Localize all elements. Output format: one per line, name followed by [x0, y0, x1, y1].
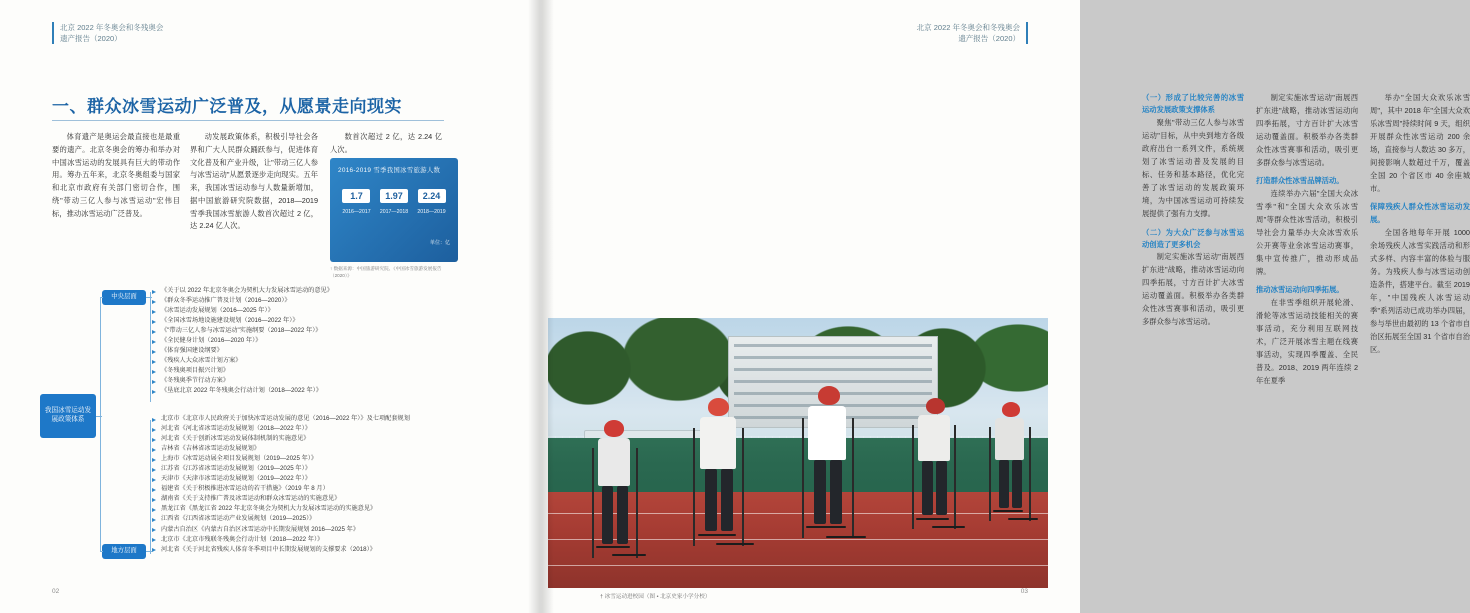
list-item: 黑龙江省《黑龙江省 2022 年北京冬奥会为契机大力发展冰雪运动的实施意见》: [152, 504, 410, 514]
stat-source-note: ↑ 数据来源：中国旅游研究院、《中国冰雪旅游发展报告（2020）》: [330, 266, 442, 278]
diagram-connector: [100, 297, 103, 298]
diagram-branch-central: 中央层面: [102, 290, 146, 305]
list-item: 《冰雪运动发展规划（2016—2025 年）》: [152, 306, 333, 316]
list-item: 《"带动三亿人参与冰雪运动"实施纲要（2018—2022 年）》: [152, 326, 333, 336]
header-line-2: 遗产报告（2020）: [958, 34, 1020, 44]
header-accent-bar: [1026, 22, 1028, 44]
page-number-right: 03: [1020, 588, 1028, 595]
list-item: 《体育强国建设纲要》: [152, 346, 333, 356]
list-item: 北京市《北京市残联冬残奥会行动计划（2018—2022 年）》: [152, 535, 410, 545]
page-header-right: [917, 22, 1028, 45]
right-column-2: [1256, 92, 1358, 388]
list-item: 吉林省《吉林省冰雪运动发展规划》: [152, 444, 410, 454]
stat-box-rows: [338, 186, 450, 215]
paragraph: 体育遗产是奥运会最直接也是最重要的遗产。北京冬奥会的筹办和举办对中国冰雪运动的发展具有巨大的带动作用。筹办五年来，北京冬奥组委与国家和北京市政府有关部门密切合作，围绕"带动三亿人参与冰雪运动"宏伟目标，推动冰雪运动广泛普及。: [52, 132, 180, 218]
list-item: 《冬残奥项目振兴计划》: [152, 366, 333, 376]
header-line-1: 北京 2022 年冬奥会和冬残奥会: [916, 23, 1020, 32]
diagram-branch-local: 地方层面: [102, 544, 146, 559]
photo-person-skier: [796, 386, 864, 552]
list-item: 天津市《天津市冰雪运动发展规划（2019—2022 年）》: [152, 474, 410, 484]
title-divider: [52, 120, 444, 121]
paragraph: 举办"全国大众欢乐冰雪周"，其中 2018 年"全国大众欢乐冰雪周"持续时间 9 天，组织开展群众性冰雪运动 200 余场，直接参与人数达 30 多万，间接影响人数超过千万，覆盖全国 20 个省区市 40 余座城市。: [1370, 93, 1470, 193]
stat-unit: 单位：亿: [429, 240, 450, 246]
stat-box-title: 2016-2019 雪季我国冰雪旅游人数: [338, 167, 441, 174]
page-title: 一、群众冰雪运动广泛普及，从愿景走向现实: [52, 97, 402, 116]
right-column-3: [1370, 92, 1470, 357]
paragraph: 动发展政策体系，积极引导社会各界和广大人民群众踊跃参与，促进体育文化普及和产业升级，让"带动三亿人参与冰雪运动"从愿景逐步走向现实。五年来，我国冰雪运动参与人数量新增加，据中国旅游研究院数据，2018—2019 雪季我国冰雪旅游人数首次超过 2 亿，达 2.24 亿人次。: [190, 132, 318, 231]
diagram-connector: [100, 416, 101, 552]
stat-value: 1.97: [380, 189, 408, 203]
body-column-1: [52, 131, 180, 220]
diagram-connector: [100, 297, 101, 417]
header-line-2: 遗产报告（2020）: [60, 34, 122, 44]
list-item: 《群众冬季运动推广普及计划（2016—2020）》: [152, 296, 333, 306]
body-column-3: [330, 131, 442, 157]
photo-person-skier: [908, 398, 966, 544]
paragraph: 制定实施冰雪运动"南展西扩东进"战略，推动冰雪运动向四季拓展，寸方百计扩大冰雪运动覆盖面。积极举办各类群众性冰雪赛事和活动，吸引更多群众参与冰雪运动。: [1256, 93, 1358, 167]
list-item: 江西省《江西省冰雪运动产业发展规划（2019—2025）》: [152, 514, 410, 524]
list-item: 河北省《河北省冰雪运动发展规划（2018—2022 年）》: [152, 424, 410, 434]
list-item: 《关于以 2022 年北京冬奥会为契机大力发展冰雪运动的意见》: [152, 286, 333, 296]
highlight-lead: 打造群众性冰雪品牌活动。: [1256, 175, 1344, 185]
stat-label: 2016—2017: [342, 209, 371, 215]
diagram-connector: [150, 420, 151, 554]
list-item: 《冬残奥季节行动方案》: [152, 376, 333, 386]
photo-person-skier: [986, 402, 1038, 534]
list-item: 福建省《关于积极推进冰雪运动的若干措施》（2019 年 8 月）: [152, 484, 410, 494]
stat-item: [376, 186, 413, 215]
list-item: 内蒙古自治区《内蒙古自治区冰雪运动中长期发展规划 2016—2025 年》: [152, 525, 410, 535]
stat-item: [413, 186, 450, 215]
diagram-connector: [100, 551, 103, 552]
paragraph: 聚焦"带动三亿人参与冰雪运动"目标，从中央到地方各级政府出台一系列文件，系统规划了冰雪运动普及发展的目标、任务和基本路径，优化完善了冰雪运动的发展政策环境，为中国冰雪运动可持续发展提供了强有力支撑。: [1142, 117, 1244, 218]
list-item: 北京市《北京市人民政府关于加快冰雪运动发展的意见（2016—2022 年）》及七项配套规划: [152, 414, 410, 424]
page-number-left: 02: [52, 588, 60, 595]
paragraph: 全国各地每年开展 1000 余场残疾人冰雪实践活动和形式多样、内容丰富的体验与服务。为残疾人参与冰雪运动创造条件，搭建平台。截至 2019 年，"中国残疾人冰雪运动季"系列活动已成功举办四届，参与举世由最初的 13 个省市自治区拓展至全国 31 个省市自治区。: [1370, 227, 1470, 354]
list-item: 《全国冰雪场地设施建设规划（2016—2022 年）》: [152, 316, 333, 326]
header-accent-bar: [52, 22, 54, 44]
photo-person-skier: [688, 398, 754, 558]
list-item: 上海市《冰雪运动展全项目发展规划（2019—2025 年）》: [152, 454, 410, 464]
list-item: 《残疾人大众冰雪计划方案》: [152, 356, 333, 366]
paragraph: 数首次超过 2 亿，达 2.24 亿人次。: [330, 132, 442, 154]
diagram-root-node: 我国冰雪运动发展政策体系: [40, 394, 96, 438]
list-item: 《全民健身计划（2016—2020 年）》: [152, 336, 333, 346]
list-item: 湖南省《关于支持推广普及冰雪运动和群众冰雪运动的实施意见》: [152, 494, 410, 504]
stat-label: 2017—2018: [379, 209, 409, 215]
photo-person-skier: [588, 420, 648, 570]
list-item: 河北省《关于创新冰雪运动发展体制机制的实施意见》: [152, 434, 410, 444]
header-line-1: 北京 2022 年冬奥会和冬残奥会: [60, 23, 164, 32]
list-item: 《垦底北京 2022 年冬残奥会行动计划（2018—2022 年）》: [152, 386, 333, 396]
highlight-lead: 保障残疾人群众性冰雪运动发展。: [1370, 201, 1470, 224]
policy-system-diagram: [40, 286, 470, 568]
paragraph: 连续举办六届"全国大众冰雪季"和"全国大众欢乐冰雪周"等群众性冰雪活动，积极引导社会力量举办大众冰雪欢乐公开赛等业余冰雪运动赛事，集中宣传推广，推动形成品牌。: [1256, 188, 1358, 276]
diagram-central-items: [152, 286, 333, 397]
stat-value: 2.24: [418, 189, 446, 203]
right-column-1: [1142, 92, 1244, 329]
body-column-2: [190, 131, 318, 233]
photo-caption: † 冰雪运动进校园（图 • 北京史家小学分校）: [600, 594, 711, 600]
stat-box: [330, 158, 458, 262]
stat-label: 2018—2019: [417, 209, 446, 215]
highlight-lead: 推动冰雪运动向四季拓展。: [1256, 284, 1344, 294]
left-page: [0, 0, 540, 613]
diagram-connector: [150, 292, 151, 402]
list-item: 河北省《关于河北省残疾人体育冬季项目中长期发展规划的支撑要求（2018）》: [152, 545, 410, 555]
section-subheading: （一）形成了比较完善的冰雪运动发展政策支撑体系: [1142, 93, 1244, 115]
page-header-left: [52, 22, 163, 45]
diagram-local-items: [152, 414, 410, 555]
paragraph: 制定实施冰雪运动"南展西扩东进"战略，推动冰雪运动向四季拓展，寸方百计扩大冰雪运动覆盖面。积极举办各类群众性冰雪赛事和活动，吸引更多群众参与冰雪运动。: [1142, 252, 1244, 327]
list-item: 江苏省《江苏省冰雪运动发展规划（2019—2025 年）》: [152, 464, 410, 474]
section-subheading: （二）为大众广泛参与冰雪运动创造了更多机会: [1142, 227, 1244, 250]
photo-roller-ski-training: [548, 318, 1048, 588]
paragraph: 在非雪季组织开展轮滑、滑轮等冰雪运动技能相关的赛事活动，充分利用互联网技术，广泛开展冰雪主题在线赛事活动，实现四季覆盖、全民普及。2018、2019 两年连续 2 年在夏季: [1256, 297, 1358, 385]
stat-value: 1.7: [342, 189, 370, 203]
stat-item: [338, 186, 375, 215]
